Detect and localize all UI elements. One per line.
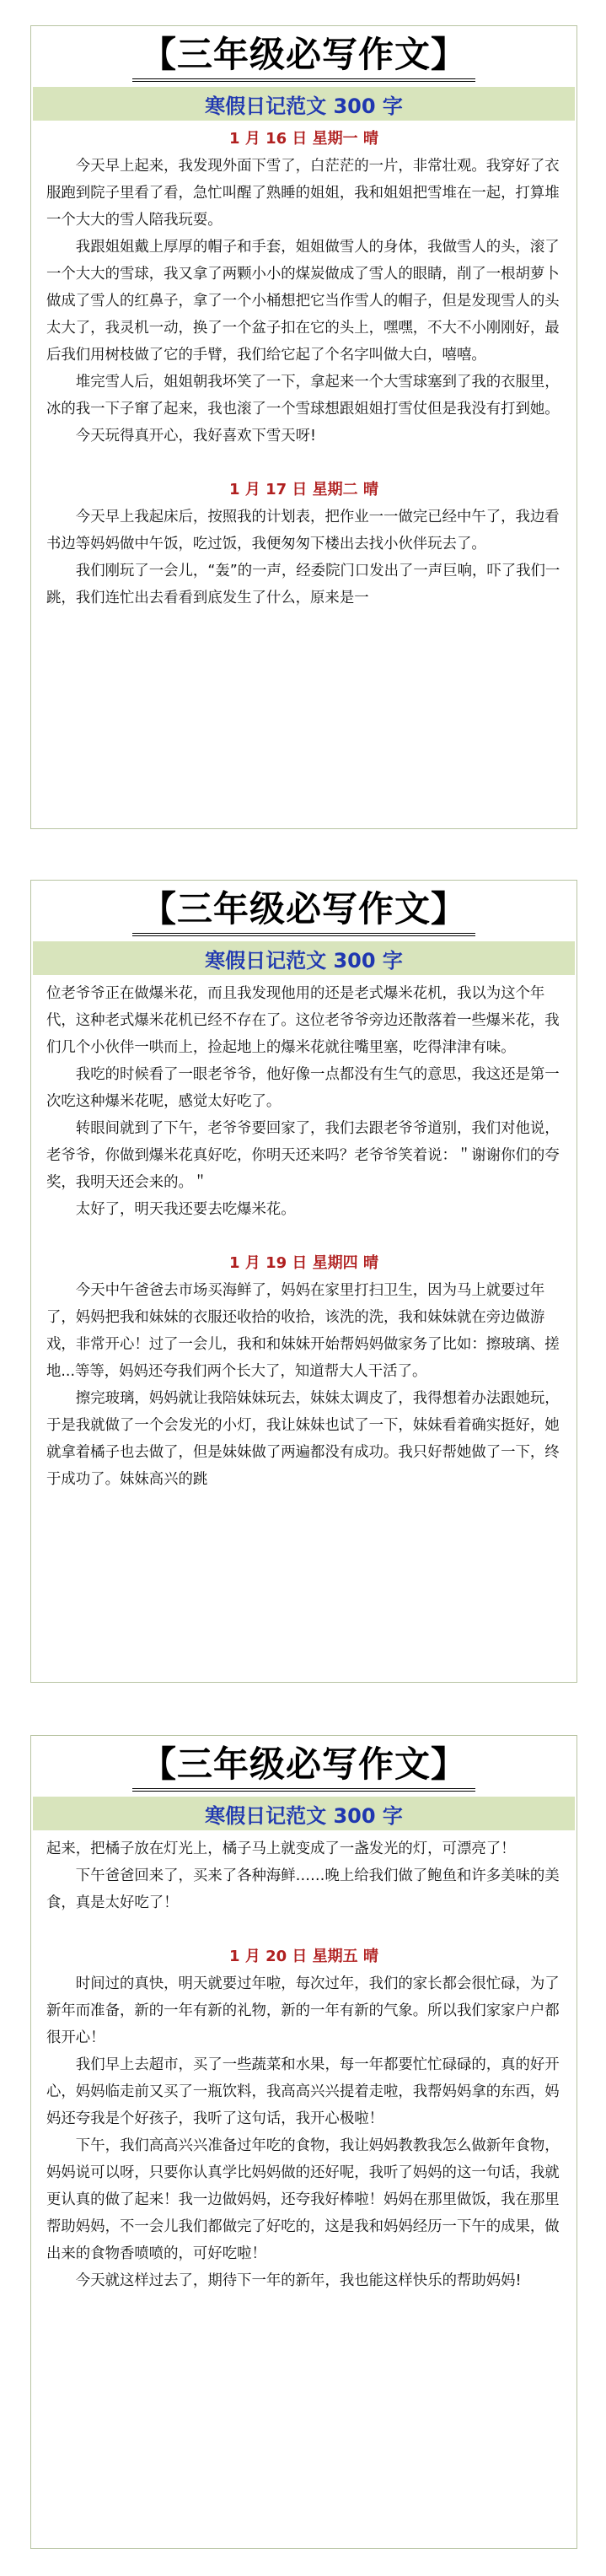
paragraph: 今天就这样过去了，期待下一年的新年，我也能这样快乐的帮助妈妈! — [75, 2272, 522, 2289]
page-2 — [30, 880, 577, 1683]
diary-date-heading: 1 月 17 日 星期二 晴 — [229, 481, 378, 498]
paragraph: 下午爸爸回来了，买来了各种海鲜……晚上给我们做了鲍鱼和许多美味的美食，真是太好吃了！ — [46, 1867, 560, 1911]
paragraph: 我们刚玩了一会儿，“轰”的一声，经委院门口发出了一声巨响，吓了我们一跳，我们连忙出去看看到底发生了什么，原来是一 — [46, 563, 560, 606]
paragraph: 我跟姐姐戴上厚厚的帽子和手套，姐姐做雪人的身体，我做雪人的头，滚了一个大大的雪球，我又拿了两颗小小的煤炭做成了雪人的眼睛，削了一根胡萝卜做成了雪人的红鼻子，拿了一个小桶想把它当作雪人的帽子，但是发现雪人的头太大了，我灵机一动，换了一个盆子扣在它的头上，嘿嘿，不大不小刚刚好，最后我们用树枝做了它的手臂，我们给它起了个名字叫做大白，嘻嘻。 — [46, 239, 560, 364]
section-band — [33, 941, 575, 975]
diary-date-heading: 1 月 16 日 星期一 晴 — [229, 130, 378, 148]
section-band-label: 寒假日记范文 300 字 — [205, 94, 403, 118]
diary-date-heading: 1 月 19 日 星期四 晴 — [229, 1254, 378, 1272]
paragraph: 转眼间就到了下午，老爷爷要回家了，我们去跟老爷爷道别，我们对他说，老爷爷，你做到爆米花真好吃，你明天还来吗？老爷爷笑着说：＂谢谢你们的夸奖，我明天还会来的。＂ — [46, 1120, 560, 1191]
page-title — [31, 26, 577, 87]
paragraph: 位老爷爷正在做爆米花，而且我发现他用的还是老式爆米花机，我以为这个年代，这种老式爆米花机已经不存在了。这位老爷爷旁边还散落着一些爆米花，我们几个小伙伴一哄而上，捡起地上的爆米花就往嘴里塞，吃得津津有味。 — [46, 985, 560, 1056]
article-body — [31, 975, 577, 1493]
page-1 — [30, 25, 577, 829]
paragraph: 擦完玻璃，妈妈就让我陪妹妹玩去，妹妹太调皮了，我得想着办法跟她玩，于是我就做了一个会发光的小灯，我让妹妹也试了一下，妹妹看着确实挺好，她就拿着橘子也去做了，但是妹妹做了两遍都没有成功。我只好帮她做了一下，终于成功了。妹妹高兴的跳 — [46, 1390, 560, 1488]
section-band-label: 寒假日记范文 300 字 — [205, 1803, 403, 1828]
article-body — [31, 121, 577, 612]
section-band — [33, 87, 575, 121]
paragraph: 今天早上我起床后，按照我的计划表，把作业一一做完已经中午了，我边看书边等妈妈做中午饭，吃过饭，我便匆匆下楼出去找小伙伴玩去了。 — [46, 509, 560, 552]
section-band-label: 寒假日记范文 300 字 — [205, 948, 403, 973]
paragraph: 太好了，明天我还要去吃爆米花。 — [75, 1201, 296, 1218]
paragraph: 今天玩得真开心，我好喜欢下雪天呀! — [75, 428, 317, 445]
article-body — [31, 1830, 577, 2294]
page-title-text: 【三年级必写作文】 — [132, 1741, 475, 1792]
page-title-text: 【三年级必写作文】 — [132, 31, 475, 82]
paragraph: 今天早上起来，我发现外面下雪了，白茫茫的一片，非常壮观。我穿好了衣服跑到院子里看了看，急忙叫醒了熟睡的姐姐，我和姐姐把雪堆在一起，打算堆一个大大的雪人陪我玩耍。 — [46, 158, 560, 229]
page-3 — [30, 1735, 577, 2549]
page-title-text: 【三年级必写作文】 — [132, 886, 475, 936]
page-title — [31, 1736, 577, 1797]
paragraph: 起来，把橘子放在灯光上，橘子马上就变成了一盏发光的灯，可漂亮了！ — [46, 1840, 516, 1857]
paragraph: 堆完雪人后，姐姐朝我坏笑了一下，拿起来一个大雪球塞到了我的衣服里，冰的我一下子窜了起来，我也滚了一个雪球想跟姐姐打雪仗但是我没有打到她。 — [46, 374, 560, 418]
paragraph: 今天中午爸爸去市场买海鲜了，妈妈在家里打扫卫生，因为马上就要过年了，妈妈把我和妹妹的衣服还收拾的收拾，该洗的洗，我和妹妹就在旁边做游戏，非常开心！过了一会儿，我和和妹妹开始帮妈妈做家务了比如：擦玻璃、搓地...等等，妈妈还夸我们两个长大了，知道帮大人干活了。 — [46, 1282, 560, 1380]
diary-date-heading: 1 月 20 日 星期五 晴 — [229, 1948, 378, 1965]
section-band — [33, 1797, 575, 1830]
paragraph: 时间过的真快，明天就要过年啦，每次过年，我们的家长都会很忙碌，为了新年而准备，新的一年有新的礼物，新的一年有新的气象。所以我们家家户户都很开心！ — [46, 1975, 560, 2046]
paragraph: 我们早上去超市，买了一些蔬菜和水果，每一年都要忙忙碌碌的，真的好开心，妈妈临走前又买了一瓶饮料，我高高兴兴提着走啦，我帮妈妈拿的东西，妈妈还夸我是个好孩子，我听了这句话，我开心极啦！ — [46, 2056, 560, 2127]
paragraph: 下午，我们高高兴兴准备过年吃的食物，我让妈妈教教我怎么做新年食物，妈妈说可以呀，只要你认真学比妈妈做的还好呢，我听了妈妈的这一句话，我就更认真的做了起来！我一边做妈妈，还夸我好棒啦！妈妈在那里做饭，我在那里帮助妈妈，不一会儿我们都做完了好吃的，这是我和妈妈经历一下午的成果，做出来的食物香喷喷的，可好吃啦！ — [46, 2137, 560, 2262]
paragraph: 我吃的时候看了一眼老爷爷，他好像一点都没有生气的意思，我这还是第一次吃这种爆米花呢，感觉太好吃了。 — [46, 1066, 560, 1110]
page-title — [31, 881, 577, 941]
